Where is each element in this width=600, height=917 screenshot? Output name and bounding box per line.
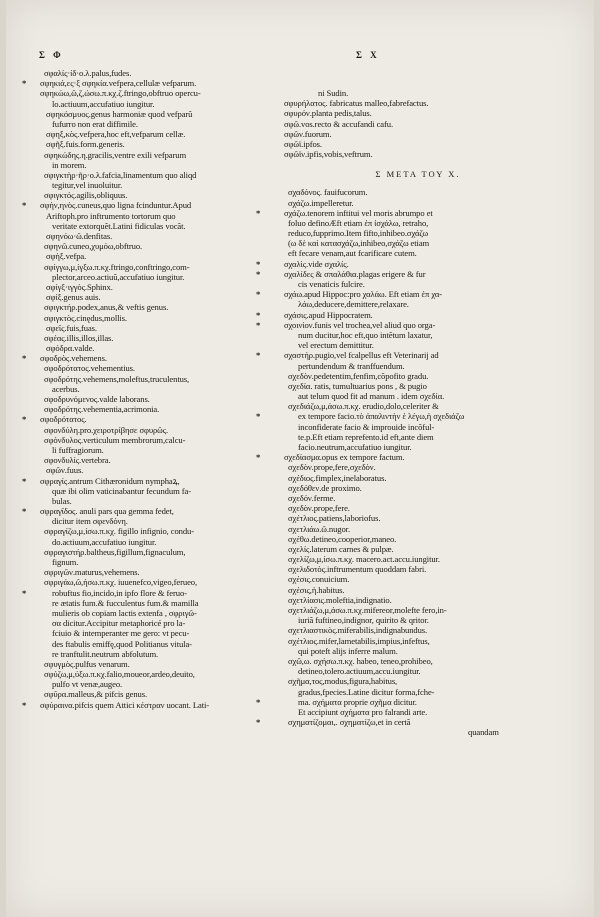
asterisk-marker-icon: * <box>22 699 27 710</box>
dictionary-entry-line <box>32 68 302 78</box>
dictionary-entry-line <box>32 465 302 475</box>
entry-text: pertundendum & tranffuendum. <box>298 360 405 371</box>
entry-text: σχεδιάζω,μ,άσω.π.κχ. erudio,dolo,celeriter & <box>288 401 439 412</box>
dictionary-entry-line <box>32 180 302 190</box>
asterisk-marker-icon: * <box>256 289 261 300</box>
dictionary-entry-line <box>256 350 568 361</box>
entry-text: do.actiuum,accufatiuo iungitur. <box>52 536 157 547</box>
dictionary-entry-line <box>256 319 568 330</box>
dictionary-entry-line <box>268 381 568 391</box>
dictionary-entry-line <box>32 486 302 496</box>
entry-text: lo.actiuum,accufatiuo iungitur. <box>52 98 155 109</box>
dictionary-entry-line <box>268 401 568 411</box>
entry-text: σφονδύλη.pro.χειροτρίβησε σφυρῶς. <box>44 424 169 435</box>
dictionary-entry-line <box>32 496 302 506</box>
asterisk-marker-icon: * <box>256 207 261 218</box>
asterisk-marker-icon: * <box>22 587 27 598</box>
page-header-right: Σ Χ <box>356 50 380 60</box>
dictionary-entry-line <box>256 411 568 422</box>
dictionary-entry-line <box>32 99 302 109</box>
dictionary-entry-line <box>22 699 302 710</box>
dictionary-entry-line <box>268 554 568 564</box>
dictionary-entry-line <box>32 292 302 302</box>
dictionary-entry-line <box>268 299 568 309</box>
entry-text: σχάζω.impelleretur. <box>288 197 354 208</box>
entry-text: σφυρόν.planta pedis,talus. <box>284 108 372 119</box>
dictionary-entry-line <box>268 371 568 381</box>
entry-text: σφιγκτὴρ·ῆρ·ο.λ.fafcia,linamentum quo aliqd <box>44 169 197 180</box>
dictionary-entry-line <box>32 262 302 272</box>
document-page <box>6 0 594 917</box>
dictionary-entry-line <box>32 455 302 465</box>
dictionary-entry-line <box>268 513 568 523</box>
dictionary-entry-line <box>256 258 568 269</box>
dictionary-entry-line <box>268 198 568 208</box>
entry-text: σχάζω.tenorem inftitui vel moris abrumpo et <box>284 207 433 218</box>
dictionary-entry-line <box>32 272 302 282</box>
dictionary-entry-line <box>268 636 568 646</box>
dictionary-entry-line <box>32 404 302 414</box>
entry-text: inconfiderate facio & improuide incõful- <box>298 421 435 432</box>
dictionary-entry-line <box>32 425 302 435</box>
entry-text: σχεδὸν.pedetentim,fenfim,cõpofito gradu. <box>288 370 429 381</box>
entry-text: σφεῖς.fuis,fuas. <box>46 322 97 333</box>
dictionary-entry-line <box>268 462 568 472</box>
dictionary-entry-line <box>32 608 302 618</box>
entry-text: eft fecare venam,aut fcarificare cutem. <box>288 248 417 259</box>
dictionary-entry-line <box>32 150 302 160</box>
entry-text: ni Sudin. <box>318 88 349 98</box>
entry-text: dicitur item σφενδόνη. <box>52 516 128 527</box>
entry-text: σχεδίασμα.opus ex tempore factum. <box>284 452 405 463</box>
entry-text: te.p.Eft etiam reprefento.id eft,ante diem <box>298 431 434 442</box>
entry-text: ex tempore facio.τὸ ἀπαλιντὴν ἑ λέγω,ἡ σχεδιάζω <box>298 411 465 422</box>
dictionary-entry-line <box>22 78 302 89</box>
dictionary-entry-line <box>268 676 568 686</box>
dictionary-entry-line <box>268 625 568 635</box>
dictionary-entry-line <box>268 432 568 442</box>
dictionary-entry-line <box>32 251 302 261</box>
entry-text: σχέθω.detineo,cooperior,maneo. <box>288 533 397 544</box>
asterisk-marker-icon: * <box>22 475 27 486</box>
asterisk-marker-icon: * <box>256 258 261 269</box>
entry-text: mulieris ob copiam lactis extenfa , σφριγῶ- <box>52 607 197 618</box>
dictionary-entry-line <box>256 309 568 320</box>
entry-text: quæ ibi olim vaticinabantur fecundum fa- <box>52 485 191 496</box>
entry-text: σχάσις.apud Hippocratem. <box>284 309 373 320</box>
asterisk-marker-icon: * <box>256 268 261 279</box>
page-header-left: Σ Φ <box>39 50 64 60</box>
entry-text: σφόνδυλος.verticulum membrorum,calcu- <box>44 434 186 445</box>
dictionary-entry-line <box>268 534 568 544</box>
left-column <box>22 68 302 710</box>
asterisk-marker-icon: * <box>256 452 261 463</box>
dictionary-entry-line <box>268 646 568 656</box>
entry-text: σφοδρὸς.vehemens. <box>40 353 107 364</box>
asterisk-marker-icon: * <box>256 350 261 361</box>
right-column <box>256 88 568 738</box>
entry-text: fignum. <box>52 557 79 567</box>
dictionary-entry-line <box>32 526 302 536</box>
entry-text: σφὴξ.vefpa. <box>46 251 87 262</box>
entry-text: σφηνῶ.cuneo,χυμόω,obftruo. <box>44 241 143 252</box>
entry-text: σφῶν.fuus. <box>46 465 84 476</box>
entry-text: σχεδὸν.prope,fere,σχεδὸν. <box>288 462 376 473</box>
dictionary-entry-line <box>22 414 302 425</box>
dictionary-entry-line <box>268 139 568 149</box>
dictionary-entry-line <box>268 727 568 737</box>
dictionary-entry-line <box>32 659 302 669</box>
dictionary-entry-line <box>268 656 568 666</box>
entry-text: σχελίς.laterum carnes & pulpæ. <box>288 543 394 554</box>
entry-text: σφηκώδης.η.gracilis,ventre exili vefparum <box>44 149 187 160</box>
entry-text: σφίγξ·ιγγὸς.Sphinx. <box>46 281 113 292</box>
entry-text: σφῶϊν.ipfis,vobis,veftrum. <box>284 149 373 160</box>
asterisk-marker-icon: * <box>256 717 261 728</box>
entry-text: quandam <box>468 727 499 738</box>
dictionary-entry-line <box>256 452 568 463</box>
dictionary-entry-line <box>32 88 302 98</box>
dictionary-entry-line <box>32 363 302 373</box>
entry-text: σφηκόσμυος.genus harmoniæ quod vefparũ <box>46 108 193 119</box>
entry-text: σφὴν,ηνὸς.cuneus,quo ligna fcinduntur.Apud <box>40 200 192 211</box>
dictionary-entry-line <box>268 707 568 717</box>
dictionary-entry-line <box>268 615 568 625</box>
entry-text: Ariftoph.pro inftrumento tortorum quo <box>46 210 176 221</box>
dictionary-entry-line <box>268 330 568 340</box>
entry-text: σφυρήλατος. fabricatus malleo,fabrefactus. <box>284 98 429 109</box>
section-title: Σ ΜΕΤΑ ΤΟΥ Χ. <box>375 169 461 180</box>
dictionary-entry-line <box>268 391 568 401</box>
entry-text: σχῆμα,τος,modus,figura,habitus, <box>288 676 398 687</box>
dictionary-entry-line <box>268 129 568 139</box>
asterisk-marker-icon: * <box>256 319 261 330</box>
entry-text: σφῶϊ.ipfos. <box>284 138 322 149</box>
entry-text: σφραγιστήρ.baltheus,figillum,fignaculum, <box>44 546 186 557</box>
entry-text: re tranftulit.neutrum abfolutum. <box>52 648 159 659</box>
dictionary-entry-line <box>256 268 568 279</box>
dictionary-entry-line <box>268 187 568 197</box>
entry-text: detineo,tolero.actiuum,accu.iungitur. <box>298 666 421 677</box>
dictionary-entry-line <box>268 524 568 534</box>
entry-text: re ætatis fum.& fucculentus fum.& mamilla <box>52 597 199 608</box>
entry-text: vel erectum demittitur. <box>298 340 374 351</box>
entry-text: robuftus fio,incido,in ipfo flore & feruo- <box>52 587 187 598</box>
entry-text: σχαστήρ.pugio,vel fcalpellus eft Veterinarij ad <box>284 350 439 361</box>
entry-text: σχέσις,ἡ.habitus. <box>288 584 345 595</box>
dictionary-entry-line <box>256 207 568 218</box>
asterisk-marker-icon: * <box>22 78 27 89</box>
entry-text: σφηξ,κὸς.vefpera,hoc eft,vefparum cellæ. <box>46 129 186 140</box>
entry-text: σφοδρότης.vehementia,acrimonia. <box>44 404 160 415</box>
entry-text: σχαλίδες & σπαλάθια.plagas erigere & fur <box>284 268 426 279</box>
entry-text: σφύζω,μ,ύξω.π.κχ.falio,moueor,ardeo,deuito, <box>44 669 195 680</box>
asterisk-marker-icon: * <box>22 506 27 517</box>
entry-text: σα dicitur.Accipitur metaphoricé pro la- <box>52 618 186 629</box>
entry-text: gradus,fpecies.Latine dicitur forma,fche- <box>298 686 435 697</box>
entry-text: σφίγγω,μ,ίγξω.π.κχ.ftringo,conftringo,com- <box>44 261 190 272</box>
dictionary-entry-line <box>268 483 568 493</box>
entry-text: (ω δὲ καὶ κατασχάζω,inhibeo,σχάζω etiam <box>288 238 430 249</box>
entry-text: veritate extorquẽt.Latini fidiculas vocãt. <box>52 220 186 231</box>
entry-text: σφραγίζω,μ,ίσω.π.κχ. figillo infignio, condu- <box>44 526 195 537</box>
entry-text: σχέσις.conuicium. <box>288 574 350 585</box>
entry-text: fufurro non erat diffimile. <box>52 118 138 129</box>
dictionary-entry-line <box>268 503 568 513</box>
dictionary-entry-line <box>268 442 568 452</box>
dictionary-entry-line <box>32 435 302 445</box>
dictionary-entry-line <box>268 687 568 697</box>
entry-text: σχετλιάω.ῶ.nugor. <box>288 523 351 534</box>
entry-text: qui poteft alijs inferre malum. <box>298 645 398 656</box>
entry-text: σφοδρότατος.vehementius. <box>44 363 135 374</box>
entry-text: σφηκώω,ῶ,ζ,ώσω.π.κχ.ζ.ftringo,obftruo opercu- <box>40 88 201 99</box>
entry-text: σφραγῖδος. anuli pars qua gemma fedet, <box>40 506 174 517</box>
dictionary-entry-line <box>268 340 568 350</box>
entry-text: ma. σχήματα proprie σχῆμα dicitur. <box>298 696 417 707</box>
dictionary-entry-line <box>32 221 302 231</box>
dictionary-entry-line <box>268 493 568 503</box>
dictionary-entry-line <box>32 129 302 139</box>
dictionary-entry-line <box>32 547 302 557</box>
entry-text: σφίξ.genus auis. <box>46 292 101 303</box>
entry-text: σχέτλιος.mifer,lametabilis,impius,infeftus, <box>288 635 430 646</box>
dictionary-entry-line <box>22 506 302 517</box>
entry-text: σφονδυλίς.vertebra. <box>44 455 111 466</box>
entry-text: σφραγίς.antrum Cithæronidum nymphaꝝ, <box>40 475 180 486</box>
dictionary-entry-line <box>32 516 302 526</box>
dictionary-entry-line <box>32 557 302 567</box>
dictionary-entry-line <box>32 598 302 608</box>
entry-text: des ftabulis emiffę,quod Politianus vitula- <box>52 638 192 649</box>
entry-text: σχετλίασις.moleftia,indignatio. <box>288 594 392 605</box>
dictionary-entry-line <box>268 279 568 289</box>
dictionary-entry-line <box>32 567 302 577</box>
entry-text: σφυγμὸς.pulfus venarum. <box>44 658 130 669</box>
entry-text: σφοδρότατος. <box>40 414 87 425</box>
dictionary-entry-line <box>22 200 302 211</box>
dictionary-entry-line <box>268 149 568 159</box>
right-column-entries <box>256 187 568 738</box>
dictionary-entry-line <box>268 108 568 118</box>
asterisk-marker-icon: * <box>256 309 261 320</box>
entry-text: aut telum quod fit ad manum . idem σχεδία. <box>298 391 445 402</box>
dictionary-entry-line <box>32 109 302 119</box>
dictionary-entry-line <box>22 587 302 598</box>
entry-text: fciuio & intemperanter me gero: vt pecu- <box>52 628 190 639</box>
entry-text: σφιγκτὸς.cinędus,mollis. <box>44 312 127 323</box>
entry-text: σχέδιος.fimplex,inelaboratus. <box>288 472 387 483</box>
asterisk-marker-icon: * <box>256 696 261 707</box>
dictionary-entry-line <box>32 241 302 251</box>
dictionary-entry-line <box>268 564 568 574</box>
entry-text: σχῶ,ω. σχήσω.π.κχ. habeo, teneo,prohibeo, <box>288 655 433 666</box>
entry-text: acerbus. <box>52 383 80 394</box>
entry-text: σχετλιάζω,μ,άσω.π.κχ.mifereor,molefte fero,in- <box>288 605 447 615</box>
entry-text: σχετλιαστικὸς.miferabilis,indignabundus. <box>288 625 428 636</box>
entry-text: foluo definoÆft etiam ἐπ ἰσχάλω, retraho, <box>288 217 429 228</box>
dictionary-entry-line <box>268 248 568 258</box>
entry-text: σφριγῶν.maturus,vehemens. <box>44 567 140 578</box>
entry-text: σφῶ.vos.recto & accufandi cafu. <box>284 118 394 129</box>
entry-text: σφῆξ.fuis.form.generis. <box>46 139 125 150</box>
entry-text: λάω,deducere,demittere,relaxare. <box>298 299 409 310</box>
dictionary-entry-line <box>32 119 302 129</box>
dictionary-entry-line <box>32 343 302 353</box>
dictionary-entry-line <box>32 639 302 649</box>
dictionary-entry-line <box>32 313 302 323</box>
dictionary-entry-line <box>32 211 302 221</box>
asterisk-marker-icon: * <box>22 200 27 211</box>
entry-text: σφῶν.fuorum. <box>284 128 332 139</box>
dictionary-entry-line <box>32 139 302 149</box>
entry-text: σχοινίον.funis vel trochea,vel aliud quo orga- <box>284 319 436 330</box>
dictionary-entry-line <box>32 537 302 547</box>
asterisk-marker-icon: * <box>22 414 27 425</box>
entry-text: cis venaticis fulcire. <box>298 279 365 289</box>
dictionary-entry-line <box>268 422 568 432</box>
dictionary-entry-line <box>32 170 302 180</box>
dictionary-entry-line <box>32 669 302 679</box>
entry-text: σφοδρότης.vehemens,moleftus,truculentus, <box>44 373 190 384</box>
entry-text: σφέας.illis,illos,illas. <box>44 332 114 343</box>
dictionary-entry-line <box>32 190 302 200</box>
entry-text: σφριγάω,ῶ,ήσω.π.κχ. iuuenefco,vigeo,ferueo, <box>44 577 198 588</box>
dictionary-entry-line <box>32 231 302 241</box>
dictionary-entry-line <box>32 649 302 659</box>
dictionary-entry-line <box>268 595 568 605</box>
dictionary-entry-line <box>268 574 568 584</box>
dictionary-entry-line <box>32 394 302 404</box>
entry-text: σχαδόνος. fauifucorum. <box>288 187 368 198</box>
entry-text: tegitur,vel inuoluitur. <box>52 180 123 191</box>
dictionary-entry-line <box>22 475 302 486</box>
dictionary-entry-line <box>32 445 302 455</box>
dictionary-entry-line <box>268 666 568 676</box>
entry-text: σχάω.apud Hippoc:pro χαλάω. Eft etiam ἐπ χα- <box>284 289 443 300</box>
dictionary-entry-line <box>268 473 568 483</box>
dictionary-entry-line <box>32 679 302 689</box>
dictionary-entry-line <box>268 228 568 238</box>
entry-text: Et accipiunt σχήματα pro falrandi arte. <box>298 706 428 717</box>
asterisk-marker-icon: * <box>256 411 261 422</box>
entry-text: σφιγκτήρ.podex,anus,& veftis genus. <box>44 302 169 313</box>
dictionary-entry-line <box>268 119 568 129</box>
entry-text: iuriã fuftineo,indignor, quirito & qritor. <box>298 615 429 626</box>
entry-text: σχεδόθεν.de proximo. <box>288 482 362 493</box>
dictionary-entry-line <box>32 160 302 170</box>
entry-text: pulfo vt venæ,augeo. <box>52 679 123 690</box>
entry-text: σφοδρυνόμενος.valde laborans. <box>44 394 150 404</box>
entry-text: σφῦρα.malleus,& pifcis genus. <box>44 689 148 700</box>
right-column-continuation <box>268 88 568 159</box>
dictionary-entry-line <box>256 289 568 300</box>
dictionary-entry-line <box>268 218 568 228</box>
entry-text: σφηνόω·ῶ.denfitas. <box>46 231 113 241</box>
dictionary-entry-line <box>32 302 302 312</box>
dictionary-entry-line <box>32 374 302 384</box>
entry-text: σχελιδοτὸς.inftrumentum quoddam fabri. <box>288 564 427 575</box>
asterisk-marker-icon: * <box>22 353 27 364</box>
entry-text: bulas. <box>52 495 72 506</box>
entry-text: σχέτλιος.patiens,laboriofus. <box>288 513 381 524</box>
dictionary-entry-line <box>32 577 302 587</box>
dictionary-entry-line <box>32 618 302 628</box>
entry-text: σφηκιά,ες·ξ σφηκία.vefpera,cellulæ vefparum. <box>40 78 197 89</box>
dictionary-entry-line <box>32 333 302 343</box>
dictionary-entry-line <box>268 361 568 371</box>
entry-text: σφιγκτός.agilis,obliquus. <box>44 190 128 201</box>
dictionary-entry-line <box>268 605 568 615</box>
entry-text: facio.neutrum,accufatiuo iungitur. <box>298 442 412 452</box>
dictionary-entry-line <box>32 689 302 699</box>
entry-text: σφόδρα.valde. <box>46 343 95 354</box>
dictionary-entry-line <box>268 88 568 98</box>
entry-text: σχεδία. ratis, tumultuarius pons , & pugio <box>288 380 427 391</box>
entry-text: σφαλίς·ίδ·ο.λ.palus,fudes. <box>44 68 132 78</box>
entry-text: σχεδόν.ferme. <box>288 492 336 503</box>
entry-text: in morem. <box>52 159 87 170</box>
entry-text: σχεδὸν.prope,fere. <box>288 503 350 514</box>
dictionary-entry-line <box>268 585 568 595</box>
dictionary-entry-line <box>32 384 302 394</box>
dictionary-entry-line <box>32 323 302 333</box>
dictionary-entry-line <box>268 98 568 108</box>
dictionary-entry-line <box>32 628 302 638</box>
dictionary-entry-line <box>256 696 568 707</box>
entry-text: σχηματίζομαι,. σχηματίζω,et in certã <box>288 717 411 728</box>
dictionary-entry-line <box>22 353 302 364</box>
dictionary-entry-line <box>268 238 568 248</box>
dictionary-entry-line <box>256 717 568 728</box>
entry-text: num ducitur,hoc eft,quo intẽtum laxatur, <box>298 329 433 340</box>
entry-text: li fuffragiorum. <box>52 444 104 455</box>
entry-text: reduco,fupprimo.Item fifto,inhibeo.σχάζω <box>288 228 429 239</box>
entry-text: σχελίζω,μ,ίσω.π.κχ. macero.act.accu.iungitur. <box>288 554 440 565</box>
dictionary-entry-line <box>32 282 302 292</box>
dictionary-entry-line <box>268 544 568 554</box>
entry-text: σχαλὶς.vide σχαλίς. <box>284 258 349 269</box>
entry-text: σφύραινα.pifcis quem Attici κέστραν uocant. Lati- <box>40 699 210 710</box>
entry-text: plector,arceo.actiuũ,accufatiuo iungitur. <box>52 271 185 282</box>
